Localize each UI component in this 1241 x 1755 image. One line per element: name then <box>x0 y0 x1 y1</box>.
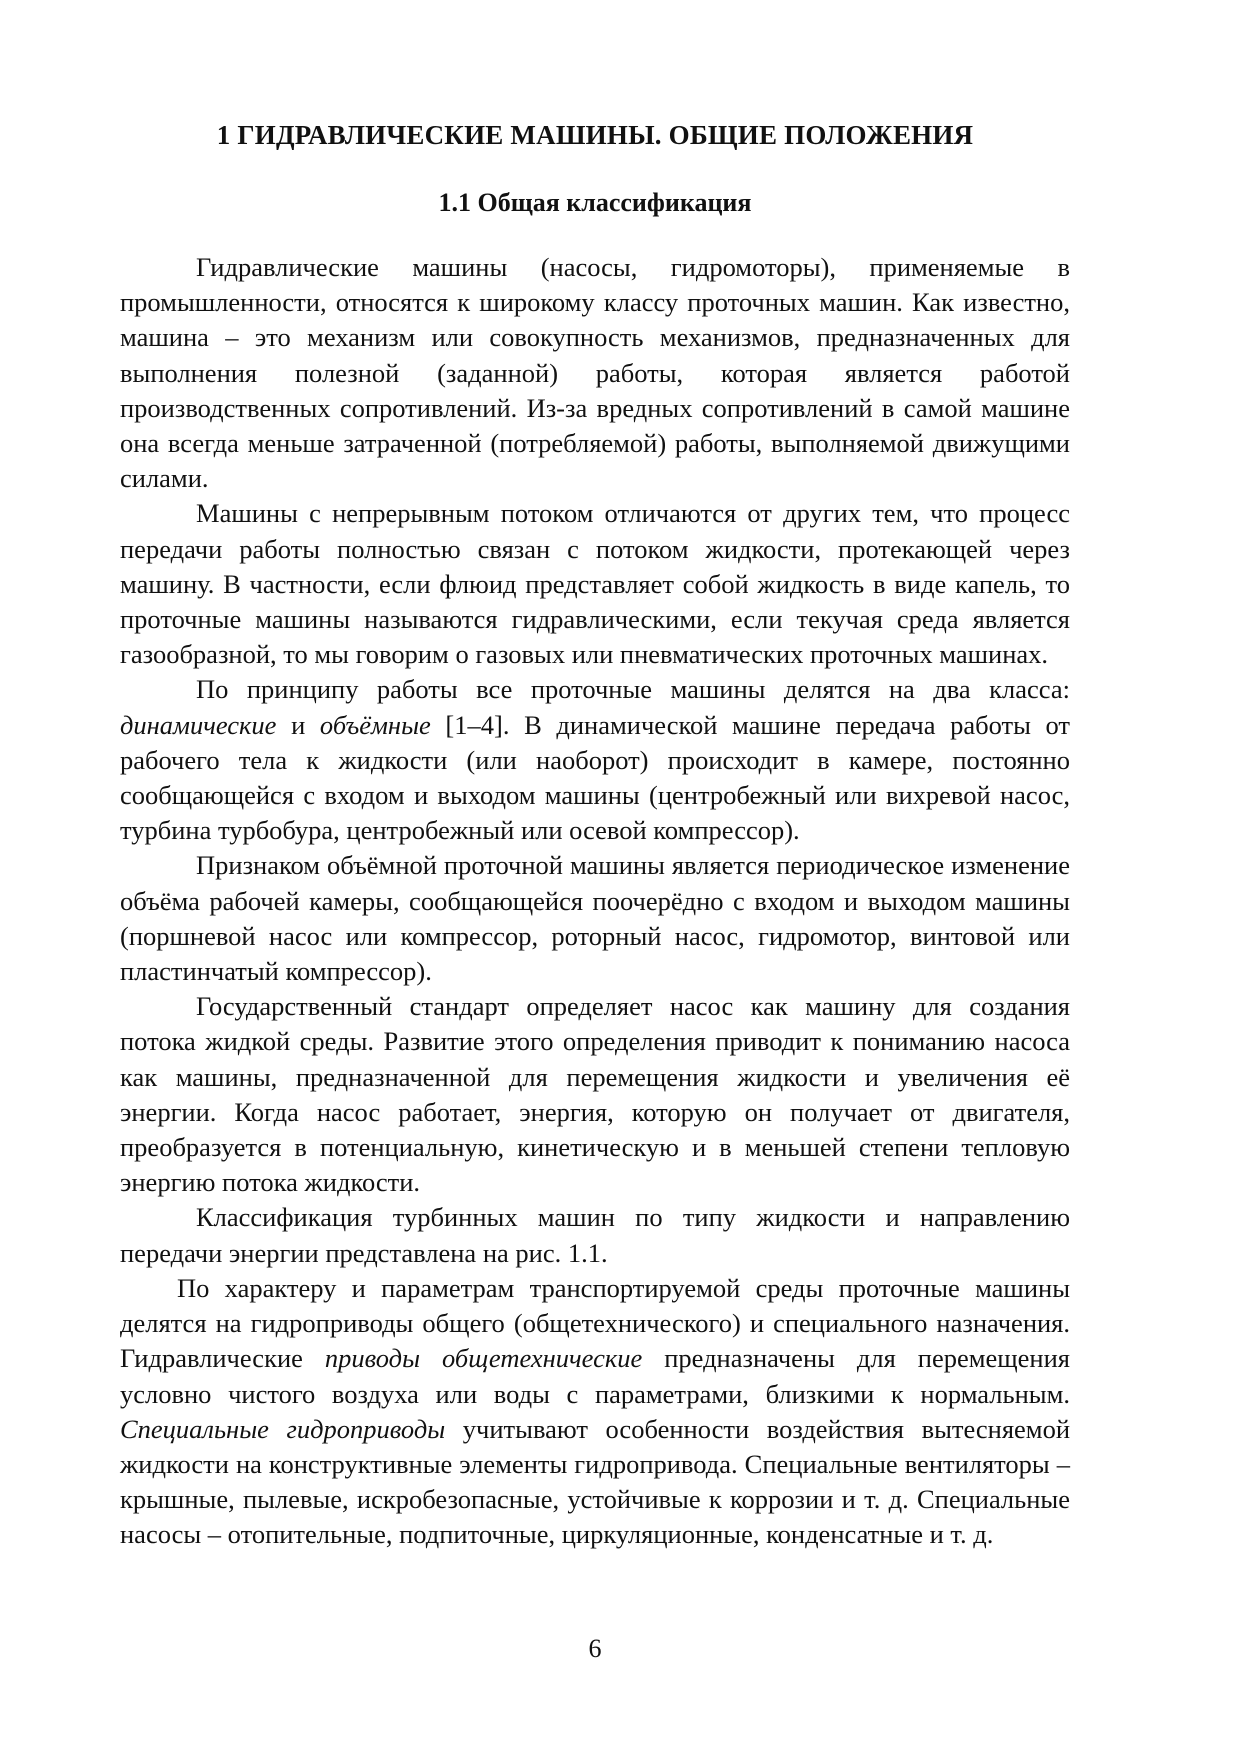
chapter-title: 1 ГИДРАВЛИЧЕСКИЕ МАШИНЫ. ОБЩИЕ ПОЛОЖЕНИЯ <box>216 120 974 150</box>
paragraph-1: Гидравлические машины (насосы, гидромоторы), применяемые в промышленности, относятся к широкому классу проточных машин. Как известно, машина – это механизм или совокупность механизмов, предназначенных для выполнения полезной (заданной) работы, которая является работой производственных сопротивлений. Из-за вредных сопротивлений в самой машине она всегда меньше затраченной (потребляемой) работы, выполняемой движущими силами. <box>120 252 1070 494</box>
paragraph-2: Машины с непрерывным потоком отличаются от других тем, что процесс передачи работы полностью связан с потоком жидкости, протекающей через машину. В частности, если флюид представляет собой жидкость в виде капель, то проточные машины называются гидравлическими, если текучая среда является газообразной, то мы говорим о газовых или пневматических проточных машинах. <box>120 498 1070 670</box>
paragraph-3-text-1: По принципу работы все проточные машины делятся на два класса: <box>196 674 1070 705</box>
paragraph-7-italic-general-drives: приводы общетехнические <box>324 1343 643 1374</box>
paragraph-3-text-2: и <box>276 709 320 740</box>
page-number: 6 <box>588 1634 602 1663</box>
document-page <box>120 0 1070 1755</box>
paragraph-5: Государственный стандарт определяет насос как машину для создания потока жидкой среды. Развитие этого определения приводит к пониманию насоса как машины, предназначенной для перемещения жидкости и увеличения её энергии. Когда насос работает, энергия, которую он получает от двигателя, преобразуется в потенциальную, кинетическую и в меньшей степени тепловую энергию потока жидкости. <box>120 991 1070 1198</box>
paragraph-3-italic-volumetric: объёмные <box>319 709 431 740</box>
paragraph-3 <box>120 672 1070 848</box>
paragraph-6: Классификация турбинных машин по типу жидкости и направлению передачи энергии представлена на рис. 1.1. <box>120 1202 1070 1268</box>
paragraph-3-italic-dynamic: динамические <box>120 709 277 740</box>
paragraph-7-text-1: По характеру и параметрам транспортируемой среды проточные машины делятся на гидроприводы общего (общетехнического) и специального назначения. Гидравлические <box>120 1272 1070 1374</box>
paragraph-7-text-3: учитывают особенности воздействия вытесняемой жидкости на конструктивные элементы гидропривода. Специальные вентиляторы – крышные, пылевые, искробезопасные, устойчивые к коррозии и т. д. Специальные насосы – отопительные, подпиточные, циркуляционные, конденсатные и т. д. <box>120 1413 1071 1550</box>
paragraph-3-text-3: [1–4]. В динамической машине передача работы от рабочего тела к жидкости (или наоборот) происходит в камере, постоянно сообщающейся с входом и выходом машины (центробежный или вихревой насос, турбина турбобура, центробежный или осевой компрессор). <box>120 709 1070 846</box>
section-title: 1.1 Общая классификация <box>438 188 752 217</box>
paragraph-7 <box>120 1271 1070 1553</box>
body-text <box>120 250 1070 1553</box>
paragraph-7-text-2: предназначены для перемещения условно чистого воздуха или воды с параметрами, близкими к нормальным. <box>120 1343 1070 1409</box>
paragraph-4: Признаком объёмной проточной машины является периодическое изменение объёма рабочей камеры, сообщающейся поочерёдно с входом и выходом машины (поршневой насос или компрессор, роторный насос, гидромотор, винтовой или пластинчатый компрессор). <box>120 850 1070 987</box>
paragraph-7-italic-special-drives: Специальные гидроприводы <box>120 1413 446 1444</box>
